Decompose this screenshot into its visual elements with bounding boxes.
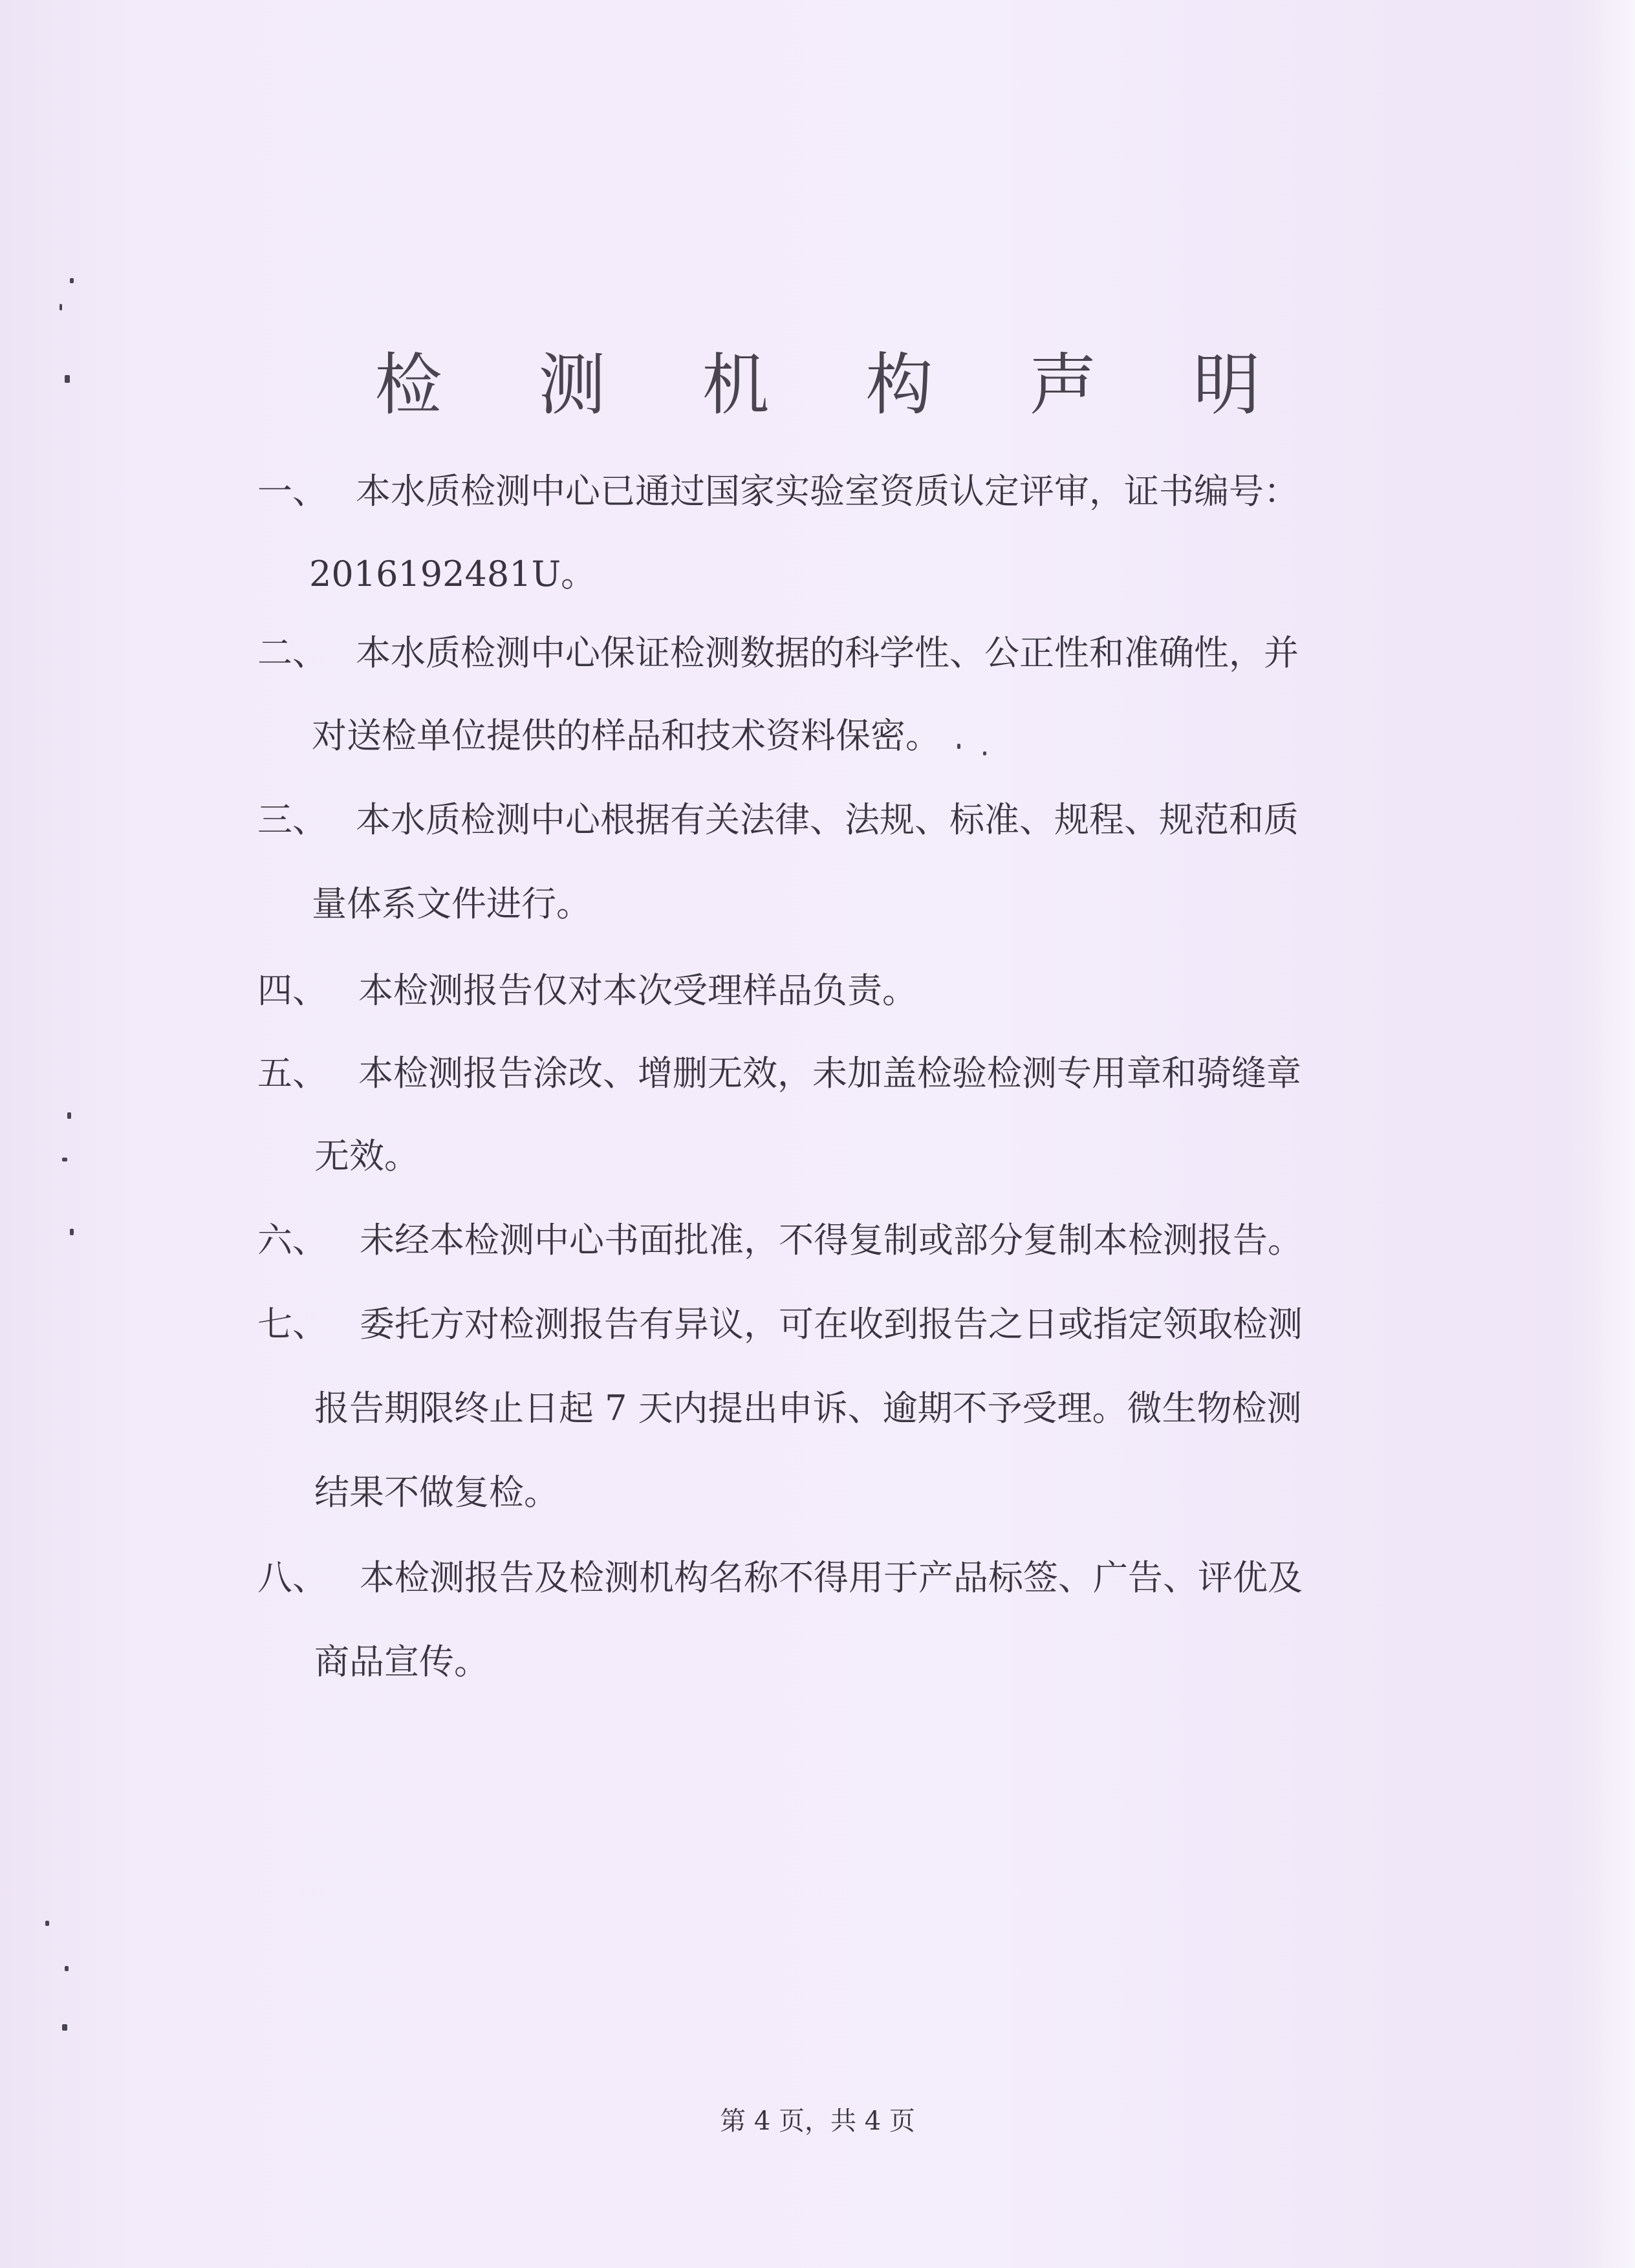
- item-line: 商品宣传。: [314, 1641, 489, 1682]
- scan-speck: [65, 375, 70, 383]
- item-number: 四、: [257, 970, 327, 1011]
- item-line: 对送检单位提供的样品和技术资料保密。: [312, 715, 940, 756]
- page-title: 检 测 机 构 声 明: [374, 345, 1298, 424]
- scan-speck: [62, 2024, 67, 2031]
- item-number: 六、: [257, 1220, 327, 1260]
- item-number: 二、: [257, 632, 327, 673]
- scan-speck: [70, 278, 74, 283]
- page-number-footer: 第 4 页，共 4 页: [720, 2106, 915, 2136]
- item-line: 本检测报告涂改、增删无效，未加盖检验检测专用章和骑缝章: [358, 1053, 1301, 1094]
- scan-speck: [62, 1158, 67, 1161]
- item-number: 五、: [257, 1053, 327, 1094]
- item-number: 七、: [257, 1304, 327, 1345]
- item-number: 三、: [257, 799, 327, 840]
- scan-speck: [67, 1112, 71, 1119]
- item-line: 本检测报告仅对本次受理样品负责。: [358, 970, 917, 1011]
- item-line: 本水质检测中心保证检测数据的科学性、公正性和准确性，并: [356, 632, 1299, 673]
- item-number: 一、: [257, 471, 327, 512]
- scan-speck: [45, 1921, 49, 1926]
- scan-speck: [65, 1966, 69, 1971]
- item-line: 2016192481U。: [309, 554, 596, 594]
- scan-speck: [957, 744, 960, 749]
- item-line: 未经本检测中心书面批准，不得复制或部分复制本检测报告。: [360, 1220, 1303, 1260]
- item-line: 结果不做复检。: [314, 1472, 559, 1513]
- item-line: 本水质检测中心已通过国家实验室资质认定评审，证书编号：: [356, 471, 1299, 512]
- item-line: 报告期限终止日起 7 天内提出申诉、逾期不予受理。微生物检测: [314, 1388, 1302, 1429]
- scan-speck: [60, 304, 62, 310]
- item-line: 无效。: [314, 1136, 419, 1176]
- item-line: 本水质检测中心根据有关法律、法规、标准、规程、规范和质: [356, 799, 1299, 840]
- item-line: 量体系文件进行。: [312, 883, 591, 924]
- item-line: 本检测报告及检测机构名称不得用于产品标签、广告、评优及: [360, 1557, 1303, 1598]
- scan-speck: [70, 1229, 74, 1235]
- item-number: 八、: [257, 1557, 327, 1598]
- item-line: 委托方对检测报告有异议，可在收到报告之日或指定领取检测: [360, 1304, 1303, 1345]
- scan-speck: [983, 751, 986, 755]
